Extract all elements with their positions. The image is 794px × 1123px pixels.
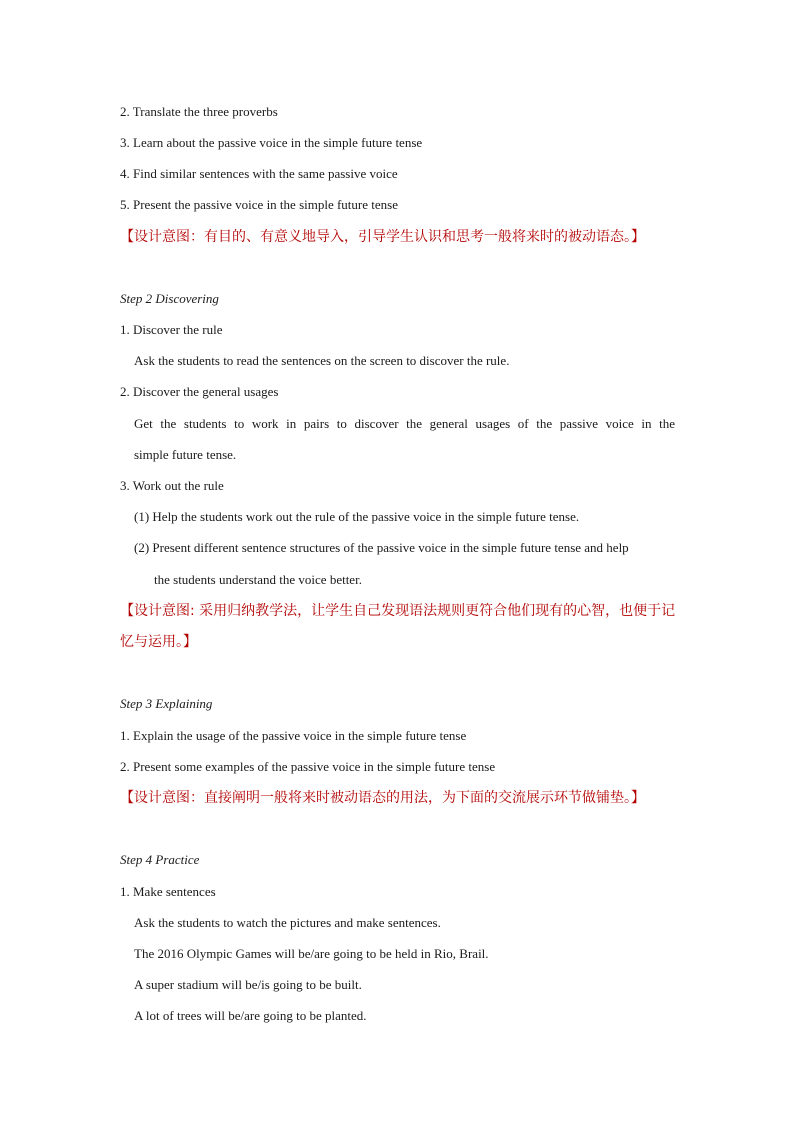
list-item: 3. Learn about the passive voice in the simple future tense (120, 135, 423, 150)
sub-item: (2) Present different sentence structures of the passive voice in the simple future tense and help (134, 540, 629, 555)
design-note: 忆与运用。】 (120, 634, 197, 650)
list-item: 3. Work out the rule (120, 478, 224, 493)
list-item: 2. Discover the general usages (120, 384, 279, 399)
example-sentence: A lot of trees will be/are going to be planted. (134, 1008, 367, 1023)
item-detail: Ask the students to read the sentences on the screen to discover the rule. (134, 353, 510, 368)
step-heading: Step 3 Explaining (120, 696, 213, 711)
design-note: 【设计意图: 采用归纳教学法，让学生自己发现语法规则更符合他们现有的心智，也便于记 (120, 603, 676, 619)
list-item: 1. Explain the usage of the passive voice in the simple future tense (120, 728, 467, 743)
list-item: 1. Make sentences (120, 884, 216, 899)
sub-item: the students understand the voice better. (154, 572, 362, 587)
item-detail: simple future tense. (134, 447, 237, 462)
list-item: 2. Present some examples of the passive voice in the simple future tense (120, 759, 496, 774)
example-sentence: The 2016 Olympic Games will be/are going to be held in Rio, Brail. (134, 946, 489, 961)
list-item: 2. Translate the three proverbs (120, 104, 278, 119)
list-item: 1. Discover the rule (120, 322, 223, 337)
design-note: 【设计意图：有目的、有意义地导入，引导学生认识和思考一般将来时的被动语态。】 (120, 229, 645, 245)
step-heading: Step 2 Discovering (120, 291, 219, 306)
design-note: 【设计意图：直接阐明一般将来时被动语态的用法，为下面的交流展示环节做铺垫。】 (120, 790, 645, 806)
list-item: 5. Present the passive voice in the simple future tense (120, 197, 398, 212)
item-detail: Ask the students to watch the pictures and make sentences. (134, 915, 441, 930)
step-heading: Step 4 Practice (120, 852, 200, 867)
example-sentence: A super stadium will be/is going to be built. (134, 977, 362, 992)
list-item: 4. Find similar sentences with the same passive voice (120, 166, 398, 181)
sub-item: (1) Help the students work out the rule of the passive voice in the simple future tense. (134, 509, 580, 524)
item-detail: Get the students to work in pairs to discover the general usages of the passive voice in the (134, 416, 675, 431)
